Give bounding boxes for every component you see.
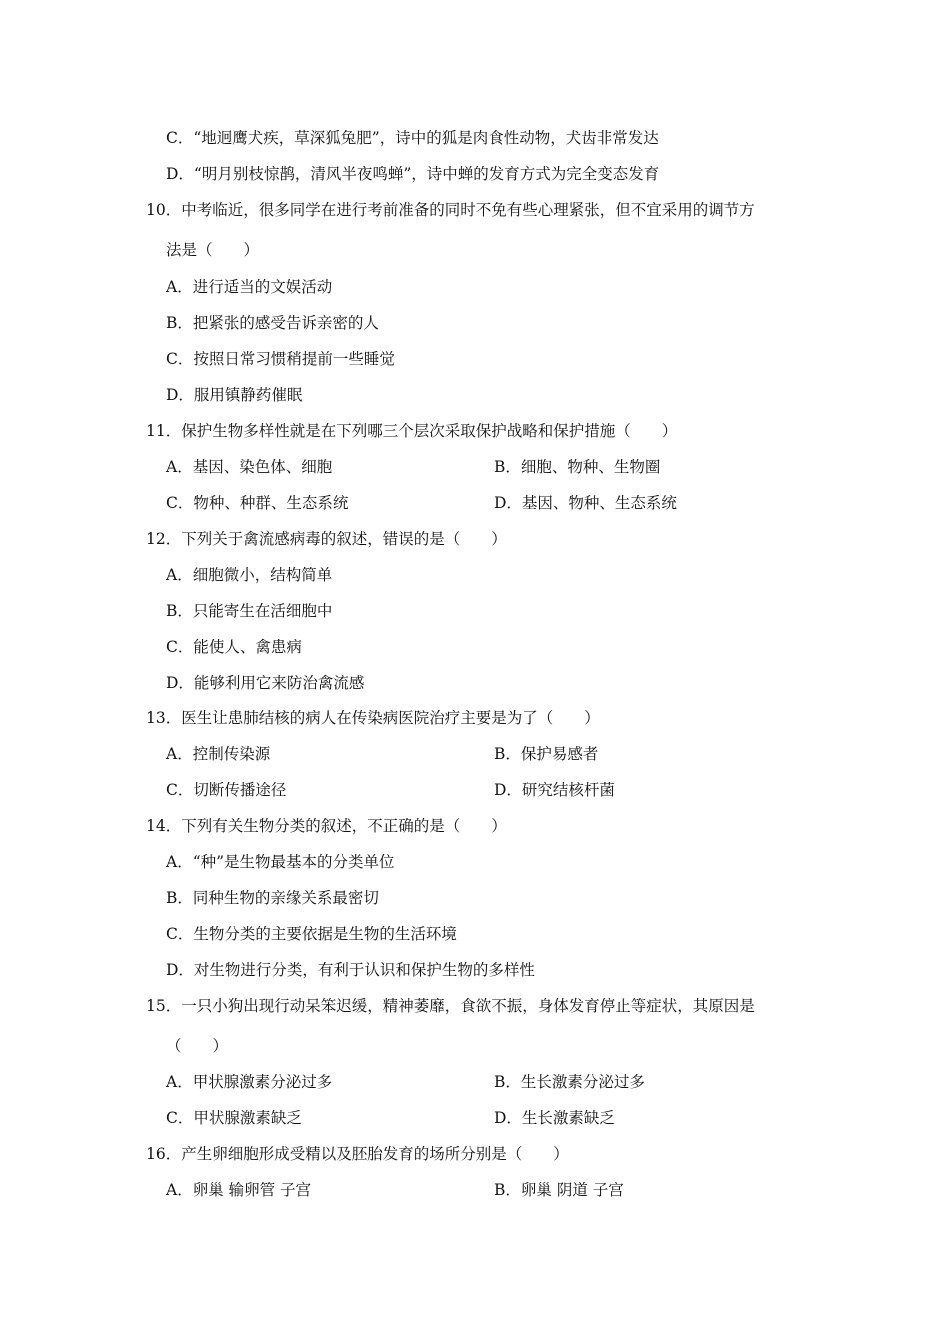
q13-option-d: D．研究结核杆菌 [494, 781, 615, 799]
q11-stem: 11．保护生物多样性就是在下列哪三个层次采取保护战略和保护措施（ ） [146, 422, 678, 440]
q16-stem: 16．产生卵细胞形成受精以及胚胎发育的场所分别是（ ） [146, 1145, 569, 1163]
q13-option-a: A．控制传染源 [166, 745, 271, 763]
q10-stem-continued: 法是（ ） [166, 241, 260, 259]
q13-option-c: C．切断传播途径 [166, 781, 287, 799]
q10-option-c: C．按照日常习惯稍提前一些睡觉 [166, 350, 395, 368]
q13-stem: 13．医生让患肺结核的病人在传染病医院治疗主要是为了（ ） [146, 709, 600, 727]
q14-option-b: B．同种生物的亲缘关系最密切 [166, 889, 379, 907]
q16-option-a: A．卵巢 输卵管 子宫 [166, 1181, 312, 1199]
q10-option-a: A．进行适当的文娱活动 [166, 278, 333, 296]
q14-option-c: C．生物分类的主要依据是生物的生活环境 [166, 925, 457, 943]
q11-option-b: B．细胞、物种、生物圈 [494, 458, 661, 476]
q15-option-d: D．生长激素缺乏 [494, 1109, 615, 1127]
q10-stem: 10．中考临近，很多同学在进行考前准备的同时不免有些心理紧张，但不宜采用的调节方 [146, 201, 755, 219]
q9-option-c: C．“地迥鹰犬疾，草深狐兔肥”，诗中的狐是肉食性动物，犬齿非常发达 [166, 129, 659, 147]
q11-option-c: C．物种、种群、生态系统 [166, 494, 349, 512]
q11-option-d: D．基因、物种、生态系统 [494, 494, 677, 512]
q12-option-d: D．能够利用它来防治禽流感 [166, 674, 365, 692]
q12-option-b: B．只能寄生在活细胞中 [166, 602, 333, 620]
q16-option-b: B．卵巢 阴道 子宫 [494, 1181, 624, 1199]
q14-stem: 14．下列有关生物分类的叙述，不正确的是（ ） [146, 817, 507, 835]
q15-option-a: A．甲状腺激素分泌过多 [166, 1073, 333, 1091]
q10-option-b: B．把紧张的感受告诉亲密的人 [166, 314, 379, 332]
q14-option-a: A．“种”是生物最基本的分类单位 [166, 853, 395, 871]
q12-option-c: C．能使人、禽患病 [166, 638, 302, 656]
q9-option-d: D．“明月别枝惊鹊，清风半夜鸣蝉”，诗中蝉的发育方式为完全变态发育 [166, 165, 660, 183]
q14-option-d: D．对生物进行分类，有利于认识和保护生物的多样性 [166, 961, 535, 979]
q11-option-a: A．基因、染色体、细胞 [166, 458, 333, 476]
q15-option-c: C．甲状腺激素缺乏 [166, 1109, 302, 1127]
q13-option-b: B．保护易感者 [494, 745, 599, 763]
q12-option-a: A．细胞微小，结构简单 [166, 566, 333, 584]
q12-stem: 12．下列关于禽流感病毒的叙述，错误的是（ ） [146, 530, 507, 548]
q15-stem-continued: （ ） [166, 1037, 229, 1055]
q15-stem: 15．一只小狗出现行动呆笨迟缓，精神萎靡，食欲不振，身体发育停止等症状，其原因是 [146, 997, 755, 1015]
q10-option-d: D．服用镇静药催眠 [166, 386, 303, 404]
q15-option-b: B．生长激素分泌过多 [494, 1073, 645, 1091]
